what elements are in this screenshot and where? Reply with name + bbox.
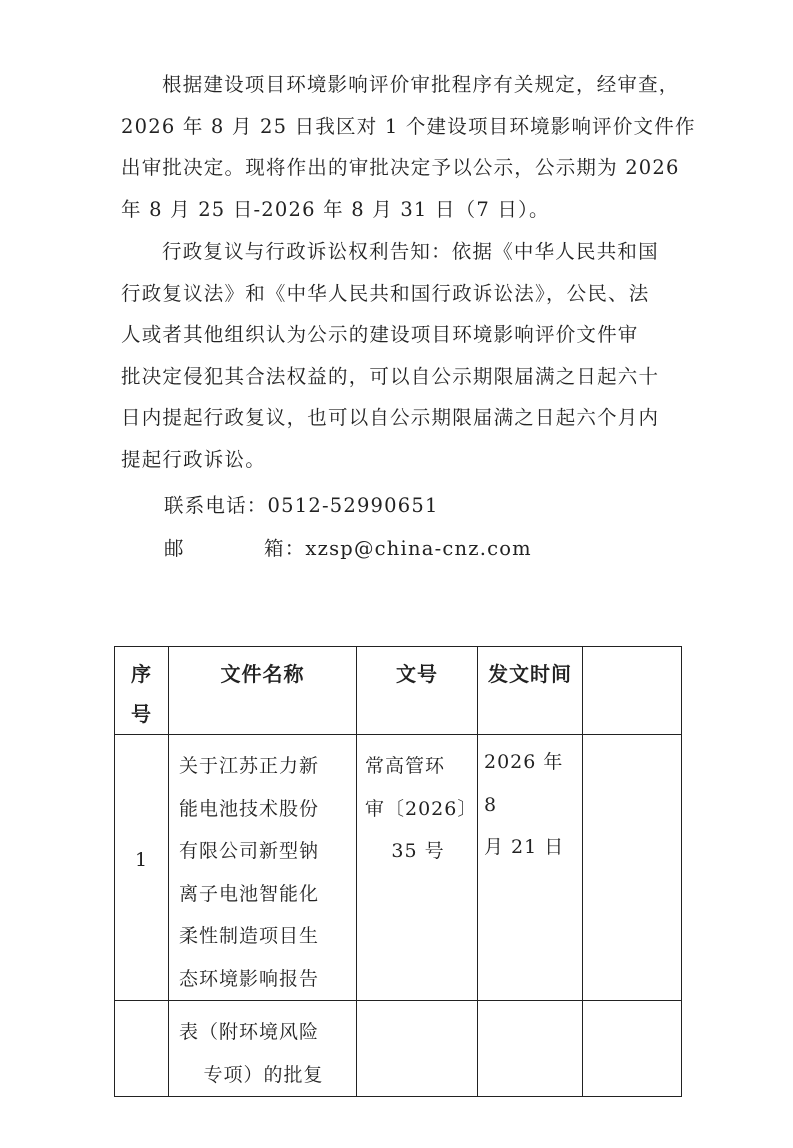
name-line: 表（附环境风险 xyxy=(179,1021,320,1043)
cell-name xyxy=(169,735,357,1001)
email-label-part1: 邮 xyxy=(164,537,185,560)
cell-name xyxy=(169,1001,357,1097)
doc-no-line: 常高管环 xyxy=(365,755,446,777)
cell-seq xyxy=(115,735,169,1001)
text-line: 提起行政诉讼。 xyxy=(121,447,266,471)
date-line: 月 21 日 xyxy=(484,836,565,858)
header-extra xyxy=(583,647,682,735)
header-name xyxy=(169,647,357,735)
contact-phone xyxy=(164,490,439,518)
phone-number: 0512-52990651 xyxy=(267,494,439,517)
rights-notice-paragraph xyxy=(121,231,681,480)
cell-extra xyxy=(583,735,682,1001)
header-date xyxy=(478,647,583,735)
table-row xyxy=(115,1001,682,1097)
documents-table xyxy=(114,646,682,1097)
approval-paragraph xyxy=(121,64,696,230)
email-label-part2: 箱： xyxy=(264,537,306,560)
text-line: 出审批决定。现将作出的审批决定予以公示，公示期为 2026 xyxy=(121,156,680,179)
name-line: 专项）的批复 xyxy=(203,1063,324,1086)
text-line: 批决定侵犯其合法权益的，可以自公示期限届满之日起六十 xyxy=(121,364,660,388)
text-line: 年 8 月 25 日-2026 年 8 月 31 日（7 日）。 xyxy=(121,197,550,221)
text-line: 根据建设项目环境影响评价审批程序有关规定，经审查， xyxy=(162,73,680,96)
table-row xyxy=(115,735,682,1001)
cell-doc-no xyxy=(357,735,478,1001)
header-seq xyxy=(115,647,169,735)
name-line: 离子电池智能化 xyxy=(179,882,320,905)
row-seq-number: 1 xyxy=(134,849,149,871)
cell-date xyxy=(478,735,583,1001)
table-header-row xyxy=(115,647,682,735)
name-line: 能电池技术股份 xyxy=(179,797,320,820)
text-line: 行政复议法》和《中华人民共和国行政诉讼法》，公民、法 xyxy=(121,281,650,305)
doc-no-line: 35 号 xyxy=(391,840,445,862)
header-doc-no xyxy=(357,647,478,735)
name-line: 关于江苏正力新 xyxy=(179,755,320,777)
name-line: 态环境影响报告 xyxy=(179,967,320,990)
email-address: xzsp@china-cnz.com xyxy=(305,537,532,560)
contact-email xyxy=(164,533,532,561)
header-extra-label xyxy=(583,647,681,654)
date-line: 2026 年 8 xyxy=(484,751,564,816)
header-name-label: 文件名称 xyxy=(220,662,305,686)
header-seq-line2: 号 xyxy=(131,702,152,726)
text-line: 日内提起行政复议，也可以自公示期限届满之日起六个月内 xyxy=(121,406,660,429)
header-doc-no-label: 文号 xyxy=(396,662,438,686)
text-line: 行政复议与行政诉讼权利告知：依据《中华人民共和国 xyxy=(162,240,659,263)
text-line: 2026 年 8 月 25 日我区对 1 个建设项目环境影响评价文件作 xyxy=(121,114,696,138)
name-line: 柔性制造项目生 xyxy=(179,925,320,947)
cell-date xyxy=(478,1001,583,1097)
text-line: 人或者其他组织认为公示的建设项目环境影响评价文件审 xyxy=(121,323,639,346)
cell-extra xyxy=(583,1001,682,1097)
phone-label: 联系电话： xyxy=(164,494,268,517)
header-date-label: 发文时间 xyxy=(488,662,572,686)
header-seq-line1: 序 xyxy=(131,662,152,686)
doc-no-line: 审〔2026〕 xyxy=(365,797,478,820)
cell-seq xyxy=(115,1001,169,1097)
cell-doc-no xyxy=(357,1001,478,1097)
name-line: 有限公司新型钠 xyxy=(179,840,320,862)
